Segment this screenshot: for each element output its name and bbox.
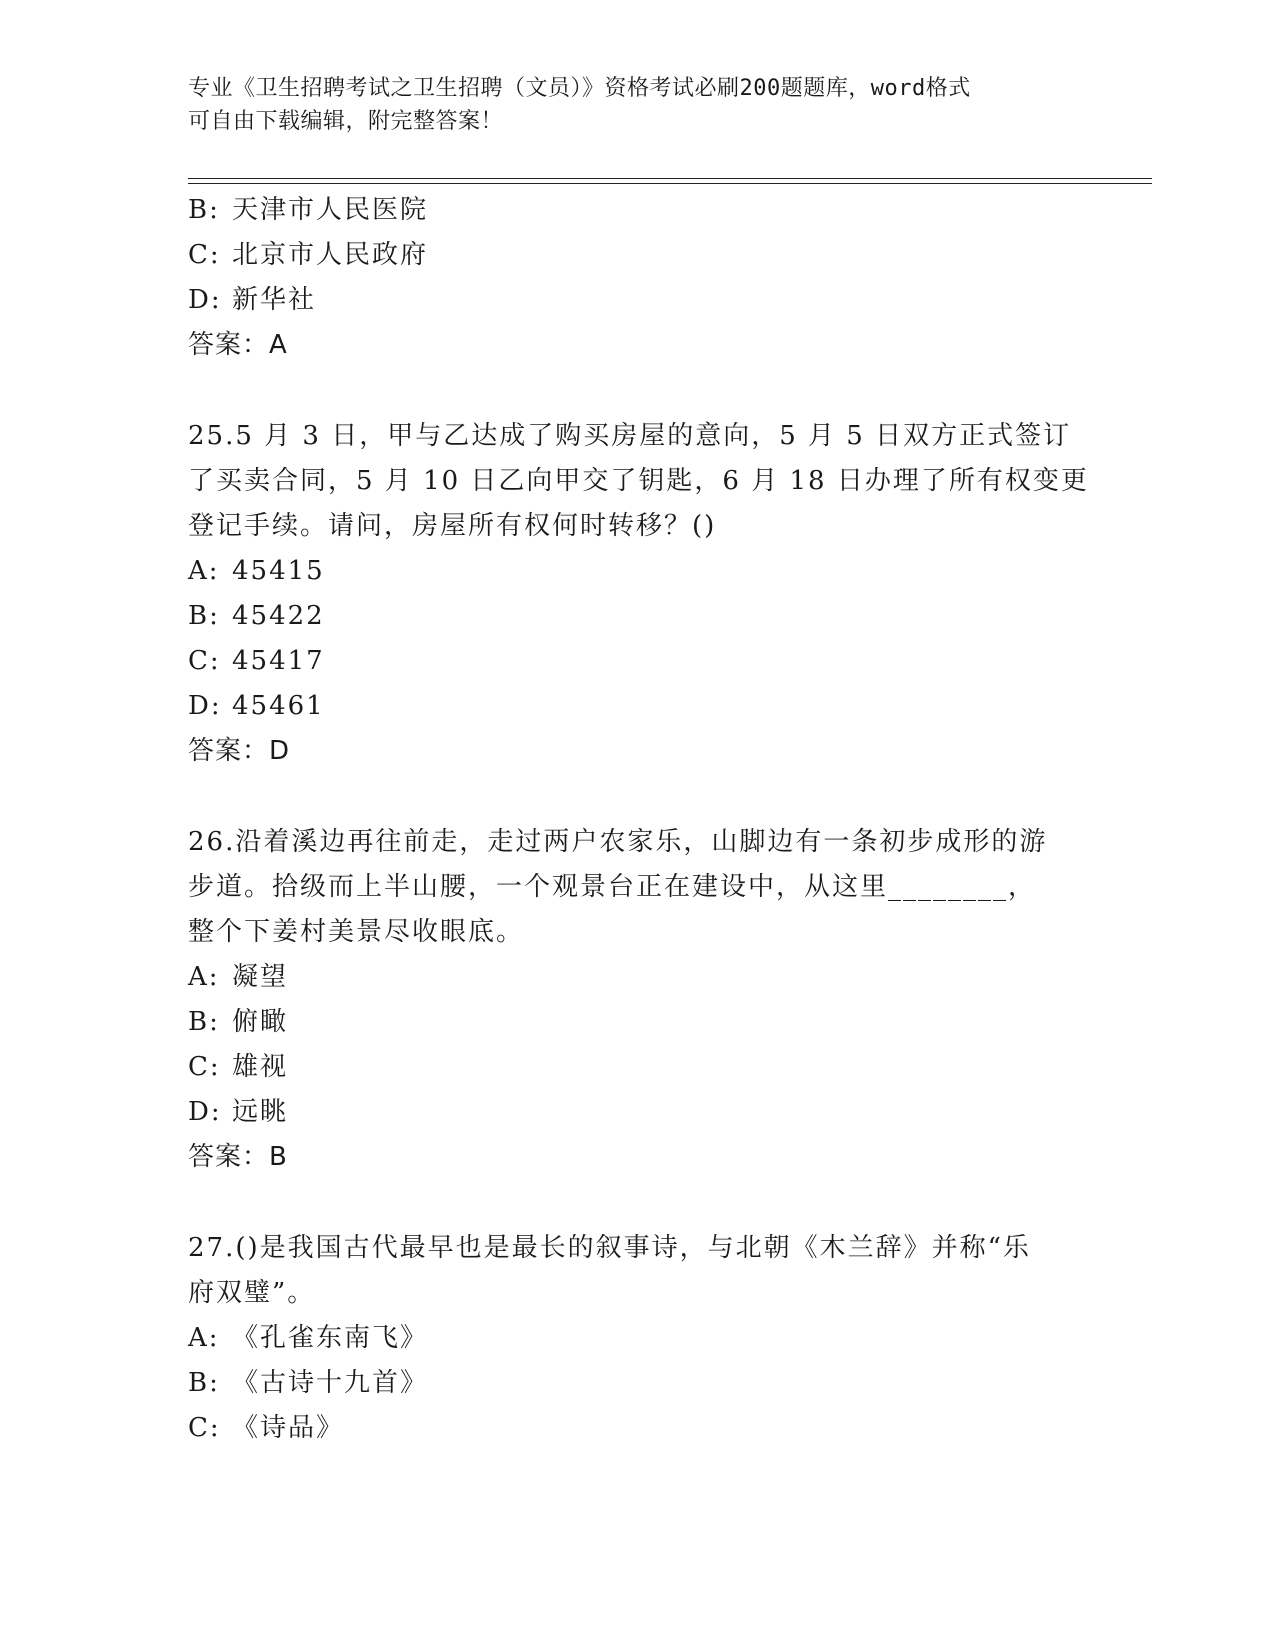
option-letter: C:: [188, 1052, 221, 1082]
q27-option-c: [188, 1411, 344, 1445]
option-text: 45415: [232, 556, 325, 586]
option-text: 《诗品》: [232, 1413, 345, 1443]
q27-option-a: [188, 1321, 428, 1355]
option-text: 《孔雀东南飞》: [232, 1323, 429, 1353]
option-letter: C:: [188, 240, 221, 270]
option-text: 远眺: [232, 1097, 289, 1127]
option-text: 45461: [232, 691, 325, 721]
q27-stem-line-2: 府双璧”。: [188, 1278, 316, 1308]
q25-option-c: [188, 644, 325, 678]
q26-stem-line-2: 步道。拾级而上半山腰，一个观景台正在建设中，从这里________，: [188, 872, 1037, 902]
option-letter: C:: [188, 646, 221, 676]
q26-option-c: [188, 1050, 288, 1084]
q24-option-d: [188, 283, 316, 317]
option-letter: D:: [188, 1097, 222, 1127]
option-text: 天津市人民医院: [232, 195, 429, 225]
option-letter: C:: [188, 1413, 221, 1443]
option-text: 凝望: [232, 962, 289, 992]
q25-stem-line-1: 25.5 月 3 日，甲与乙达成了购买房屋的意向，5 月 5 日双方正式签订: [188, 421, 1072, 451]
q25-option-a: [188, 554, 325, 588]
option-text: 新华社: [232, 285, 317, 315]
q25-option-b: [188, 599, 325, 633]
q25-option-d: [188, 689, 325, 723]
header-line-2: 可自由下载编辑，附完整答案！: [188, 109, 504, 134]
option-letter: B:: [188, 1007, 220, 1037]
q26-answer: 答案：B: [188, 1142, 288, 1172]
q24-answer: 答案：A: [188, 330, 288, 360]
option-text: 45422: [232, 601, 325, 631]
option-text: 雄视: [232, 1052, 289, 1082]
option-letter: D:: [188, 285, 222, 315]
option-letter: A:: [188, 556, 220, 586]
option-letter: B:: [188, 195, 220, 225]
q25-stem-line-2: 了买卖合同，5 月 10 日乙向甲交了钥匙，6 月 18 日办理了所有权变更: [188, 466, 1089, 496]
header-rule-top: [188, 178, 1152, 179]
header-line-1: 专业《卫生招聘考试之卫生招聘（文员）》资格考试必刷200题题库，word格式: [188, 76, 971, 101]
option-letter: B:: [188, 1368, 220, 1398]
q24-option-c: [188, 238, 428, 272]
q27-stem-line-1: 27.()是我国古代最早也是最长的叙事诗，与北朝《木兰辞》并称“乐: [188, 1233, 1031, 1263]
q26-option-d: [188, 1095, 288, 1129]
document-header: [188, 72, 1068, 138]
q27-option-b: [188, 1366, 428, 1400]
q26-option-a: [188, 960, 288, 994]
q25-stem-line-3: 登记手续。请问，房屋所有权何时转移？(): [188, 511, 717, 541]
option-letter: A:: [188, 1323, 220, 1353]
header-rule-bottom: [188, 183, 1152, 184]
option-text: 俯瞰: [232, 1007, 289, 1037]
option-letter: A:: [188, 962, 220, 992]
option-text: 北京市人民政府: [232, 240, 429, 270]
q26-stem-line-1: 26.沿着溪边再往前走，走过两户农家乐，山脚边有一条初步成形的游: [188, 827, 1048, 857]
q26-stem-line-3: 整个下姜村美景尽收眼底。: [188, 917, 525, 947]
q25-answer: 答案：D: [188, 736, 291, 766]
q26-option-b: [188, 1005, 288, 1039]
q24-option-b: [188, 193, 428, 227]
option-text: 45417: [232, 646, 325, 676]
option-letter: D:: [188, 691, 222, 721]
option-text: 《古诗十九首》: [232, 1368, 429, 1398]
option-letter: B:: [188, 601, 220, 631]
